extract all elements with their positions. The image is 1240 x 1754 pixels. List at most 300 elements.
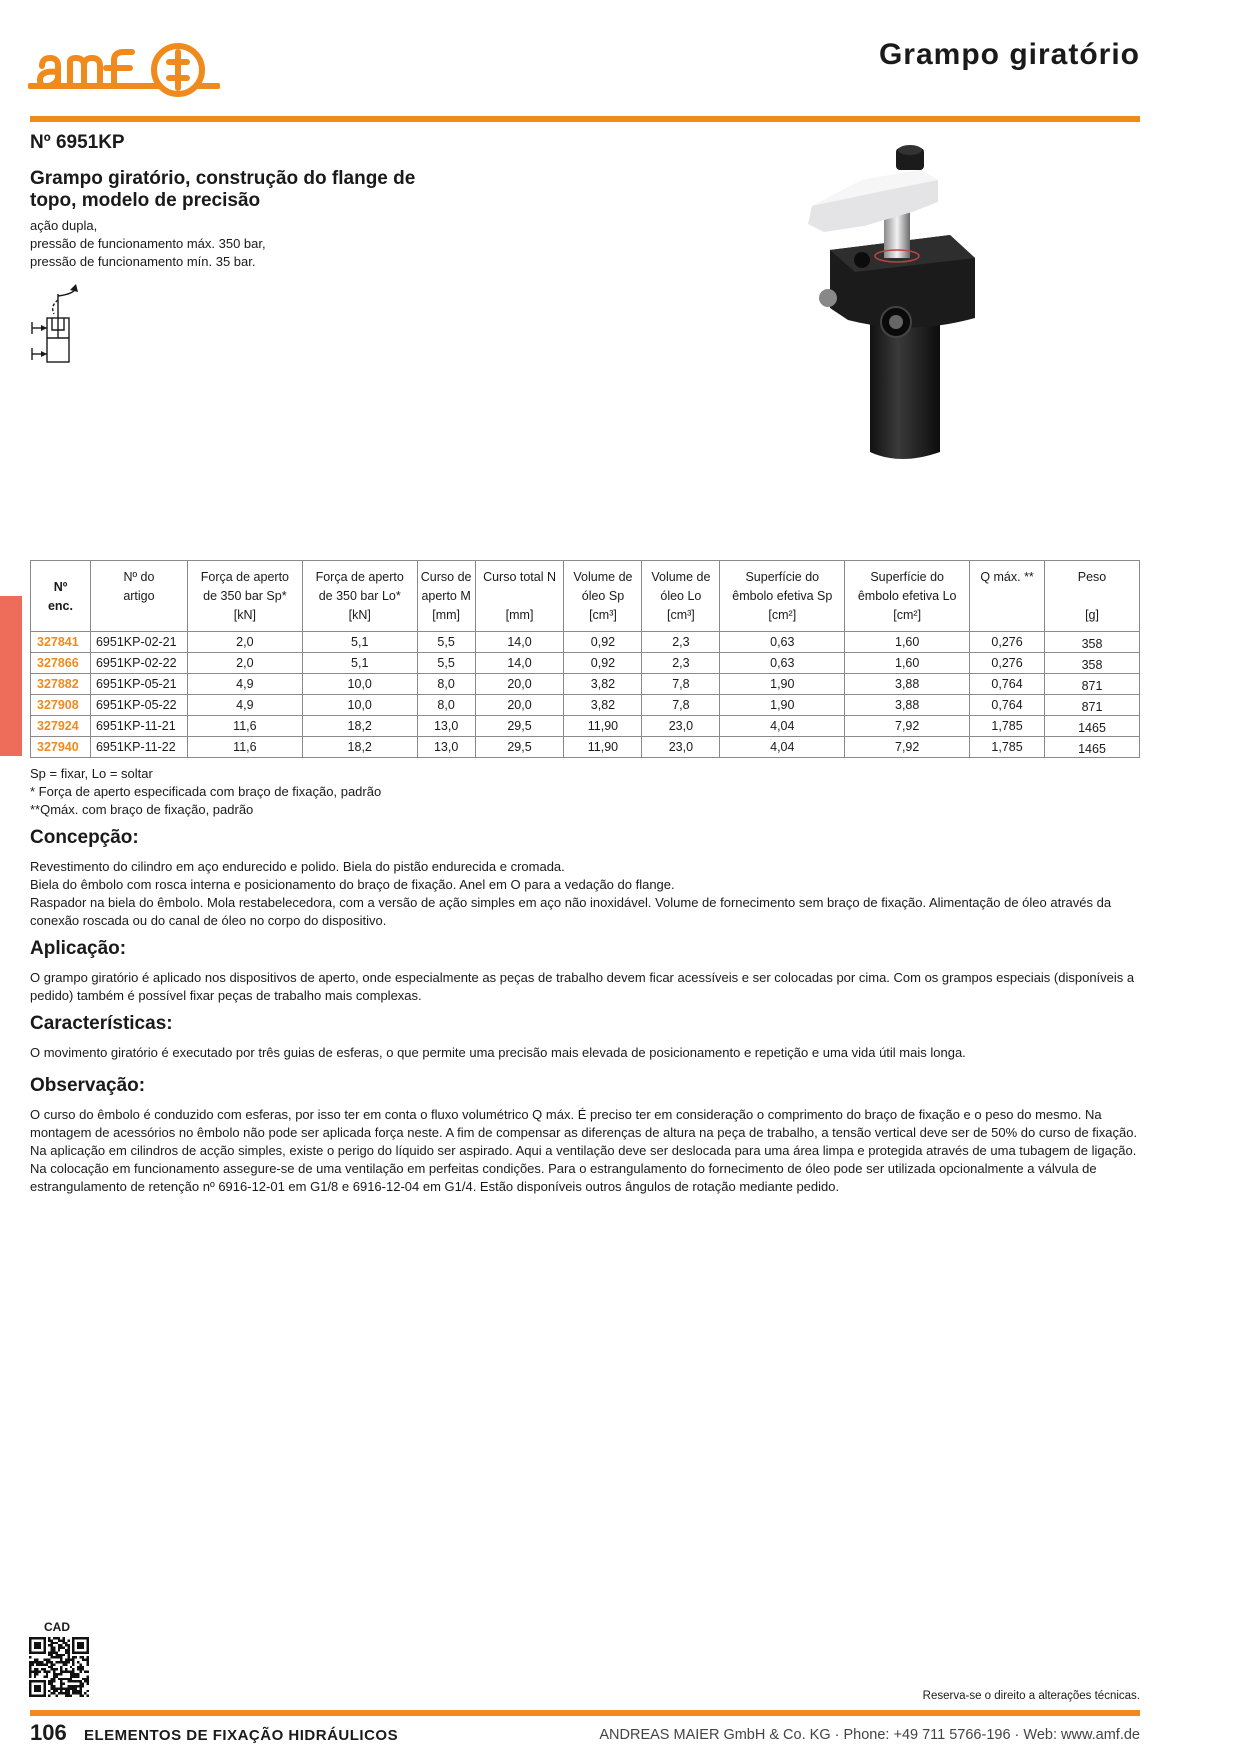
- header-line: [972, 606, 1042, 625]
- qr-module: [70, 1695, 72, 1697]
- qr-module: [77, 1666, 79, 1668]
- section-heading-caracteristicas: Características:: [30, 1013, 173, 1034]
- qr-module: [39, 1671, 41, 1673]
- qr-module: [53, 1671, 55, 1673]
- header-line: [cm²]: [893, 608, 922, 622]
- header-line: artigo: [123, 589, 155, 603]
- qr-module: [67, 1685, 69, 1687]
- section-heading-concepcao: Concepção:: [30, 827, 139, 848]
- qr-module: [67, 1687, 69, 1689]
- section-text-caracteristicas: [30, 1044, 1140, 1062]
- qr-module: [87, 1656, 89, 1658]
- table-row: [31, 674, 1140, 695]
- qr-module: [79, 1656, 81, 1658]
- qr-module: [84, 1671, 86, 1673]
- qr-module: [36, 1659, 38, 1661]
- header-line: [mm]: [505, 608, 534, 622]
- qr-module: [63, 1683, 65, 1685]
- qr-finder-module: [77, 1642, 84, 1649]
- qr-module: [63, 1692, 65, 1694]
- qr-module: [63, 1637, 65, 1639]
- qr-module: [51, 1678, 53, 1680]
- table-header-cell: [1045, 561, 1140, 632]
- qr-module: [63, 1661, 65, 1663]
- header-line: aperto M: [421, 589, 471, 603]
- qr-module: [60, 1671, 62, 1673]
- qr-module: [63, 1639, 65, 1641]
- qr-module: [60, 1678, 62, 1680]
- qr-module: [77, 1668, 79, 1670]
- qr-module: [48, 1651, 50, 1653]
- footnote: **Qmáx. com braço de fixação, padrão: [30, 802, 254, 817]
- qr-module: [48, 1671, 50, 1673]
- qr-module: [84, 1692, 86, 1694]
- order-number-link[interactable]: 327924: [31, 716, 91, 737]
- qr-module: [48, 1644, 50, 1646]
- qr-module: [51, 1639, 53, 1641]
- qr-module: [51, 1642, 53, 1644]
- qr-module: [87, 1671, 89, 1673]
- qr-module: [55, 1673, 57, 1675]
- qr-module: [51, 1692, 53, 1694]
- header-line: Nº do: [123, 570, 155, 584]
- qr-module: [70, 1685, 72, 1687]
- qr-module: [87, 1690, 89, 1692]
- qr-module: [43, 1675, 45, 1677]
- table-header-cell: [187, 561, 302, 632]
- qr-module: [51, 1651, 53, 1653]
- table-cell: 0,92: [564, 632, 642, 653]
- table-cell: 0,764: [970, 695, 1045, 716]
- table-cell: 14,0: [475, 632, 564, 653]
- qr-module: [67, 1659, 69, 1661]
- header-line: Força de aperto: [315, 570, 404, 584]
- footer-divider: [30, 1710, 1140, 1716]
- qr-module: [82, 1668, 84, 1670]
- table-cell: 2,0: [187, 632, 302, 653]
- qr-module: [63, 1678, 65, 1680]
- qr-module: [67, 1654, 69, 1656]
- table-cell: 14,0: [475, 653, 564, 674]
- qr-module: [82, 1656, 84, 1658]
- qr-module: [72, 1692, 74, 1694]
- qr-module: [31, 1663, 33, 1665]
- table-cell: 358: [1045, 653, 1140, 674]
- qr-module: [77, 1673, 79, 1675]
- qr-module: [58, 1644, 60, 1646]
- table-header-cell: [720, 561, 845, 632]
- table-cell: 29,5: [475, 716, 564, 737]
- swing-clamp-product-image: [800, 140, 1000, 470]
- qr-module: [65, 1663, 67, 1665]
- qr-module: [70, 1678, 72, 1680]
- qr-module: [60, 1687, 62, 1689]
- qr-module: [36, 1663, 38, 1665]
- qr-module: [70, 1687, 72, 1689]
- table-row: [31, 737, 1140, 758]
- qr-module: [72, 1687, 74, 1689]
- header-line: [mm]: [432, 608, 460, 622]
- qr-module: [67, 1690, 69, 1692]
- table-cell: 1465: [1045, 737, 1140, 758]
- header-line: Nº: [53, 580, 68, 594]
- qr-module: [34, 1671, 36, 1673]
- qr-module: [82, 1683, 84, 1685]
- header-line: [cm²]: [768, 608, 797, 622]
- qr-module: [53, 1656, 55, 1658]
- table-cell: 4,04: [720, 716, 845, 737]
- qr-module: [53, 1687, 55, 1689]
- table-cell: 18,2: [302, 716, 417, 737]
- order-number-link[interactable]: 327841: [31, 632, 91, 653]
- qr-module: [60, 1647, 62, 1649]
- qr-module: [60, 1683, 62, 1685]
- table-cell: 1,785: [970, 716, 1045, 737]
- qr-module: [60, 1656, 62, 1658]
- table-header-cell: [642, 561, 720, 632]
- qr-module: [72, 1690, 74, 1692]
- qr-module: [67, 1647, 69, 1649]
- spec-line: ação dupla,: [30, 218, 98, 233]
- qr-module: [67, 1661, 69, 1663]
- table-cell: 8,0: [417, 674, 475, 695]
- qr-module: [29, 1663, 31, 1665]
- header-line: [1047, 587, 1137, 606]
- qr-code[interactable]: [29, 1637, 89, 1697]
- qr-module: [75, 1656, 77, 1658]
- qr-module: [82, 1666, 84, 1668]
- qr-module: [41, 1668, 43, 1670]
- qr-module: [36, 1668, 38, 1670]
- article-number-cell: 6951KP-11-22: [90, 737, 187, 758]
- qr-module: [60, 1680, 62, 1682]
- qr-module: [34, 1661, 36, 1663]
- amf-logo: [28, 40, 220, 102]
- qr-module: [58, 1673, 60, 1675]
- qr-module: [65, 1644, 67, 1646]
- table-header-cell: [31, 561, 91, 632]
- table-cell: 3,82: [564, 695, 642, 716]
- qr-module: [60, 1668, 62, 1670]
- qr-module: [39, 1663, 41, 1665]
- header-line: de 350 bar Lo*: [318, 589, 401, 603]
- qr-module: [77, 1661, 79, 1663]
- qr-module: [67, 1692, 69, 1694]
- product-specs: [30, 217, 266, 271]
- header-line: Superfície do: [870, 570, 944, 584]
- qr-module: [72, 1680, 74, 1682]
- qr-module: [34, 1675, 36, 1677]
- qr-module: [46, 1675, 48, 1677]
- qr-module: [65, 1671, 67, 1673]
- qr-module: [75, 1680, 77, 1682]
- qr-module: [67, 1651, 69, 1653]
- header-line: [972, 587, 1042, 606]
- qr-module: [43, 1663, 45, 1665]
- table-cell: 1,90: [720, 674, 845, 695]
- qr-module: [46, 1663, 48, 1665]
- qr-module: [34, 1673, 36, 1675]
- qr-module: [75, 1685, 77, 1687]
- qr-module: [53, 1675, 55, 1677]
- qr-module: [79, 1671, 81, 1673]
- qr-module: [79, 1690, 81, 1692]
- qr-module: [67, 1680, 69, 1682]
- paragraph: O curso do êmbolo é conduzido com esferas, por isso ter em conta o fluxo volumétrico Q máx. É preciso ter em consideração o comprimento do braço de fixação e o peso do mesmo. Na montagem de acessórios no êmbolo não pode ser aplicada força neste. A fim de compensar as diferenças de altura na peça de trabalho, a tensão vertical deve ser de 50% do curso de fixação. Na aplicação em cilindros de acção simples, existe o perigo do líquido ser aspirado. Aqui a ventilação deve ser deslocada para uma área limpa e protegida através de uma tubagem de ligação. Na colocação em funcionamento assegure-se de uma ventilação em perfeitas condições. Para o estrangulamento do fornecimento de óleo pode ser utilizada opcionalmente a válvula de estrangulamento de retenção nº 6916-12-01 em G1/8 e 6916-12-04 em G1/4. Estão disponíveis outros ângulos de rotação mediante pedido.: [30, 1107, 1138, 1194]
- table-cell: 23,0: [642, 737, 720, 758]
- qr-module: [46, 1673, 48, 1675]
- section-heading-observacao: Observação:: [30, 1075, 146, 1096]
- qr-module: [77, 1680, 79, 1682]
- table-cell: 2,0: [187, 653, 302, 674]
- qr-module: [51, 1663, 53, 1665]
- company-contact: ANDREAS MAIER GmbH & Co. KG · Phone: +49 711 5766-196 · Web: www.amf.de: [599, 1727, 1140, 1743]
- table-header-cell: [90, 561, 187, 632]
- qr-module: [51, 1680, 53, 1682]
- table-cell: 18,2: [302, 737, 417, 758]
- qr-module: [79, 1687, 81, 1689]
- qr-module: [29, 1673, 31, 1675]
- qr-module: [82, 1659, 84, 1661]
- qr-module: [65, 1661, 67, 1663]
- qr-module: [60, 1673, 62, 1675]
- header-line: Curso de: [420, 570, 472, 584]
- qr-module: [65, 1692, 67, 1694]
- order-number-link[interactable]: 327882: [31, 674, 91, 695]
- qr-module: [58, 1692, 60, 1694]
- section-text-concepcao: [30, 858, 1140, 930]
- table-cell: 0,63: [720, 653, 845, 674]
- qr-finder-module: [34, 1642, 41, 1649]
- qr-module: [58, 1637, 60, 1639]
- rights-reserved-note: Reserva-se o direito a alterações técnicas.: [922, 1690, 1140, 1702]
- qr-module: [51, 1649, 53, 1651]
- qr-module: [46, 1659, 48, 1661]
- section-heading-aplicacao: Aplicação:: [30, 938, 127, 959]
- table-cell: 1,90: [720, 695, 845, 716]
- qr-module: [65, 1687, 67, 1689]
- qr-module: [60, 1666, 62, 1668]
- paragraph: O movimento giratório é executado por três guias de esferas, o que permite uma precisão mais elevada de posicionamento e repetição e uma vida útil mais longa.: [30, 1045, 966, 1060]
- qr-module: [72, 1661, 74, 1663]
- qr-module: [53, 1692, 55, 1694]
- qr-module: [60, 1661, 62, 1663]
- table-cell: 5,1: [302, 632, 417, 653]
- qr-module: [53, 1680, 55, 1682]
- order-number-link[interactable]: 327866: [31, 653, 91, 674]
- qr-module: [53, 1642, 55, 1644]
- qr-module: [72, 1675, 74, 1677]
- qr-module: [48, 1661, 50, 1663]
- qr-module: [77, 1685, 79, 1687]
- qr-module: [53, 1637, 55, 1639]
- qr-module: [41, 1661, 43, 1663]
- qr-module: [60, 1690, 62, 1692]
- qr-module: [53, 1685, 55, 1687]
- qr-module: [55, 1642, 57, 1644]
- spec-line: pressão de funcionamento máx. 350 bar,: [30, 236, 266, 251]
- qr-module: [79, 1695, 81, 1697]
- header-line: êmbolo efetiva Lo: [857, 589, 957, 603]
- qr-module: [48, 1659, 50, 1661]
- header-line: [kN]: [233, 608, 256, 622]
- qr-module: [72, 1659, 74, 1661]
- qr-module: [58, 1678, 60, 1680]
- table-cell: 20,0: [475, 674, 564, 695]
- qr-module: [75, 1692, 77, 1694]
- qr-module: [55, 1687, 57, 1689]
- qr-module: [31, 1661, 33, 1663]
- table-cell: 4,9: [187, 674, 302, 695]
- table-header-cell: [417, 561, 475, 632]
- qr-module: [65, 1668, 67, 1670]
- header-divider: [30, 116, 1140, 122]
- qr-module: [87, 1680, 89, 1682]
- article-number: Nº 6951KP: [30, 132, 125, 153]
- qr-module: [77, 1692, 79, 1694]
- qr-module: [63, 1663, 65, 1665]
- table-cell: 11,6: [187, 737, 302, 758]
- qr-module: [60, 1692, 62, 1694]
- cad-label: CAD: [44, 1620, 70, 1634]
- table-cell: 10,0: [302, 695, 417, 716]
- qr-module: [55, 1651, 57, 1653]
- qr-module: [84, 1659, 86, 1661]
- table-cell: 11,90: [564, 737, 642, 758]
- table-cell: 7,8: [642, 695, 720, 716]
- qr-module: [53, 1678, 55, 1680]
- qr-module: [65, 1642, 67, 1644]
- qr-module: [70, 1659, 72, 1661]
- order-number-link[interactable]: 327908: [31, 695, 91, 716]
- header-line: Volume de: [573, 570, 633, 584]
- qr-module: [70, 1680, 72, 1682]
- qr-module: [70, 1666, 72, 1668]
- footnote: Sp = fixar, Lo = soltar: [30, 766, 153, 781]
- table-cell: 1,60: [845, 653, 970, 674]
- table-cell: 23,0: [642, 716, 720, 737]
- qr-module: [82, 1695, 84, 1697]
- qr-module: [48, 1639, 50, 1641]
- header-line: êmbolo efetiva Sp: [732, 589, 833, 603]
- product-title: Grampo giratório, construção do flange de topo, modelo de precisão: [30, 168, 416, 211]
- table-cell: 13,0: [417, 716, 475, 737]
- qr-module: [63, 1671, 65, 1673]
- qr-module: [63, 1642, 65, 1644]
- qr-module: [65, 1659, 67, 1661]
- qr-module: [48, 1690, 50, 1692]
- table-cell: 871: [1045, 695, 1140, 716]
- qr-module: [75, 1687, 77, 1689]
- spec-line: pressão de funcionamento mín. 35 bar.: [30, 254, 256, 269]
- qr-module: [63, 1687, 65, 1689]
- qr-module: [79, 1666, 81, 1668]
- qr-module: [34, 1659, 36, 1661]
- table-cell: 3,82: [564, 674, 642, 695]
- qr-module: [67, 1644, 69, 1646]
- table-header-cell: [475, 561, 564, 632]
- table-cell: 2,3: [642, 653, 720, 674]
- qr-module: [36, 1673, 38, 1675]
- qr-module: [58, 1661, 60, 1663]
- qr-module: [58, 1639, 60, 1641]
- section-tab-marker: [0, 596, 22, 756]
- qr-module: [60, 1659, 62, 1661]
- qr-module: [72, 1668, 74, 1670]
- section-text-observacao: [30, 1106, 1140, 1196]
- qr-module: [58, 1687, 60, 1689]
- qr-module: [70, 1675, 72, 1677]
- header-line: Q máx. **: [980, 570, 1034, 584]
- qr-module: [34, 1668, 36, 1670]
- article-number-cell: 6951KP-02-21: [90, 632, 187, 653]
- qr-module: [72, 1671, 74, 1673]
- qr-module: [77, 1690, 79, 1692]
- table-row: [31, 716, 1140, 737]
- qr-module: [55, 1668, 57, 1670]
- footnote: * Força de aperto especificada com braço de fixação, padrão: [30, 784, 382, 799]
- qr-module: [75, 1673, 77, 1675]
- qr-module: [51, 1687, 53, 1689]
- qr-module: [77, 1675, 79, 1677]
- paragraph: O grampo giratório é aplicado nos dispositivos de aperto, onde especialmente as peças de trabalho devem ficar acessíveis e ser colocadas por cima. Com os grampos especiais (disponíveis a pedido) também é possível fixar peças de trabalho mais complexas.: [30, 970, 1135, 1003]
- qr-module: [79, 1663, 81, 1665]
- qr-module: [53, 1668, 55, 1670]
- paragraph: Biela do êmbolo com rosca interna e posicionamento do braço de fixação. Anel em O para a vedação do flange.: [30, 877, 675, 892]
- table-cell: 5,5: [417, 632, 475, 653]
- qr-module: [29, 1656, 31, 1658]
- qr-module: [36, 1671, 38, 1673]
- table-cell: 5,1: [302, 653, 417, 674]
- table-cell: 5,5: [417, 653, 475, 674]
- header-line: enc.: [47, 599, 73, 613]
- table-cell: 3,88: [845, 674, 970, 695]
- header-line: óleo Sp: [581, 589, 625, 603]
- qr-module: [58, 1656, 60, 1658]
- qr-module: [53, 1673, 55, 1675]
- qr-module: [51, 1647, 53, 1649]
- qr-module: [60, 1685, 62, 1687]
- header-line: Volume de: [651, 570, 711, 584]
- table-cell: 1465: [1045, 716, 1140, 737]
- table-header-row: [31, 561, 1140, 632]
- table-cell: 7,92: [845, 737, 970, 758]
- qr-module: [53, 1651, 55, 1653]
- order-number-link[interactable]: 327940: [31, 737, 91, 758]
- paragraph: Raspador na biela do êmbolo. Mola restabelecedora, com a versão de ação simples em aço não inoxidável. Volume de fornecimento sem braço de fixação. Alimentação de óleo através da conexão roscada ou do canal de óleo no corpo do dispositivo.: [30, 895, 1112, 928]
- header-line: Curso total N: [483, 570, 557, 584]
- table-header-cell: [564, 561, 642, 632]
- qr-module: [53, 1649, 55, 1651]
- qr-module: [82, 1678, 84, 1680]
- qr-module: [79, 1683, 81, 1685]
- qr-module: [87, 1663, 89, 1665]
- qr-module: [60, 1644, 62, 1646]
- article-number-cell: 6951KP-02-22: [90, 653, 187, 674]
- qr-module: [87, 1683, 89, 1685]
- qr-module: [67, 1671, 69, 1673]
- product-table: [30, 560, 1140, 758]
- table-cell: 358: [1045, 632, 1140, 653]
- qr-module: [65, 1649, 67, 1651]
- table-cell: 20,0: [475, 695, 564, 716]
- paragraph: Revestimento do cilindro em aço endurecido e polido. Biela do pistão endurecida e cromada.: [30, 859, 565, 874]
- table-cell: 7,8: [642, 674, 720, 695]
- table-cell: 7,92: [845, 716, 970, 737]
- qr-module: [46, 1661, 48, 1663]
- qr-module: [72, 1656, 74, 1658]
- qr-module: [48, 1683, 50, 1685]
